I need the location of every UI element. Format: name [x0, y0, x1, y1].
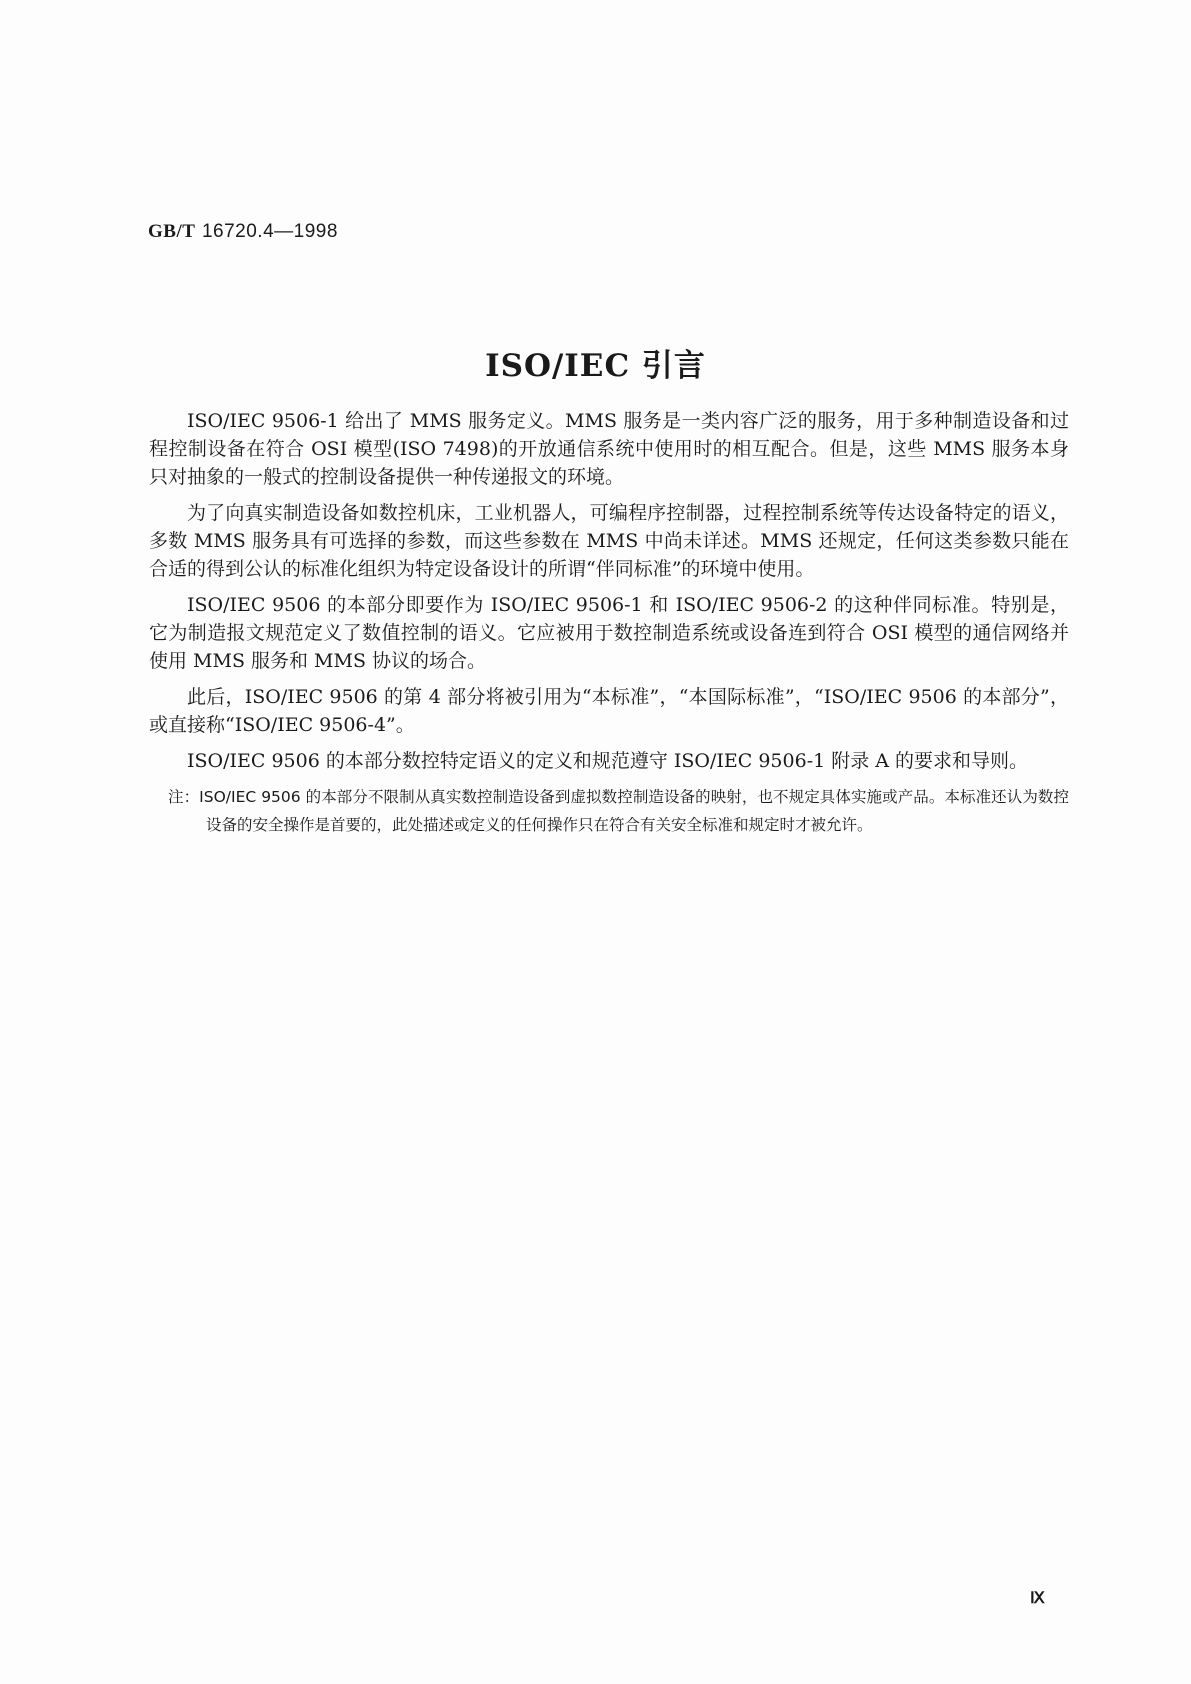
page-number: Ⅸ — [1030, 1590, 1045, 1607]
note: 注：ISO/IEC 9506 的本部分不限制从真实数控制造设备到虚拟数控制造设备的映射，也不规定具体实施或产品。本标准还认为数控设备的安全操作是首要的，此处描述或定义的任何操作只在符合有关安全标准和规定时才被允许。 — [168, 788, 1069, 834]
paragraph-2: 为了向真实制造设备如数控机床，工业机器人，可编程序控制器，过程控制系统等传达设备特定的语义，多数 MMS 服务具有可选择的参数，而这些参数在 MMS 中尚未详述。MMS 还规定，任何这类参数只能在合适的得到公认的标准化组织为特定设备设计的所谓“伴同标准”的环境中使用。 — [149, 502, 1069, 580]
paragraph-4: 此后，ISO/IEC 9506 的第 4 部分将被引用为“本标准”，“本国际标准”，“ISO/IEC 9506 的本部分”，或直接称“ISO/IEC 9506-4”。 — [149, 686, 1069, 736]
standard-header — [148, 220, 338, 243]
page-title: ISO/IEC 引言 — [485, 348, 706, 384]
standard-code: GB/T — [148, 221, 196, 242]
paragraph-5: ISO/IEC 9506 的本部分数控特定语义的定义和规范遵守 ISO/IEC 9506-1 附录 A 的要求和导则。 — [187, 750, 1029, 772]
paragraph-3: ISO/IEC 9506 的本部分即要作为 ISO/IEC 9506-1 和 ISO/IEC 9506-2 的这种伴同标准。特别是，它为制造报文规范定义了数值控制的语义。它应被用于数控制造系统或设备连到符合 OSI 模型的通信网络并使用 MMS 服务和 MMS 协议的场合。 — [149, 594, 1069, 672]
body-text — [149, 407, 1069, 839]
paragraph-1: ISO/IEC 9506-1 给出了 MMS 服务定义。MMS 服务是一类内容广泛的服务，用于多种制造设备和过程控制设备在符合 OSI 模型(ISO 7498)的开放通信系统中使用时的相互配合。但是，这些 MMS 服务本身只对抽象的一般式的控制设备提供一种传递报文的环境。 — [149, 410, 1069, 488]
standard-number: 16720.4—1998 — [201, 221, 338, 242]
